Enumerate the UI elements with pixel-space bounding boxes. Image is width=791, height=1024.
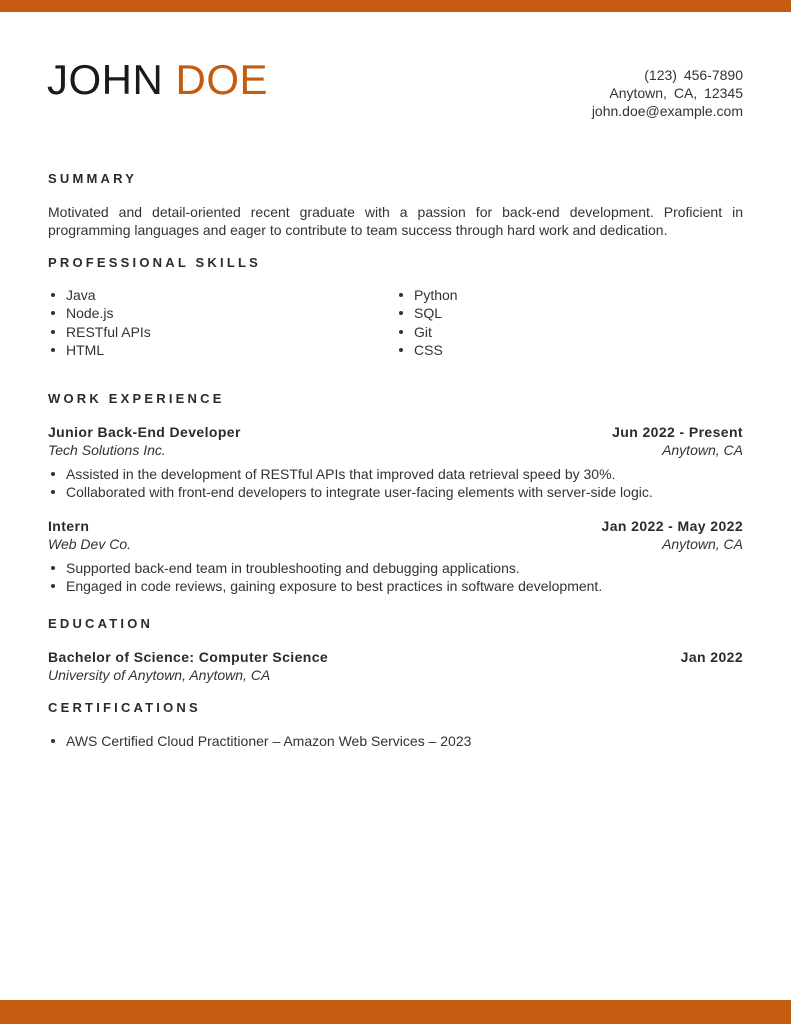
skill-item: Python: [396, 286, 458, 304]
list-item: Collaborated with front-end developers to integrate user-facing elements with server-side logic.: [48, 483, 653, 501]
skill-item: SQL: [396, 304, 458, 322]
list-item: Engaged in code reviews, gaining exposure to best practices in software development.: [48, 577, 602, 595]
email[interactable]: john.doe@example.com: [591, 103, 743, 119]
address: Anytown, CA, 12345: [609, 85, 743, 101]
school: University of Anytown, Anytown, CA: [48, 667, 271, 683]
skill-item: HTML: [48, 341, 151, 359]
job-title: Intern: [48, 518, 90, 534]
last-name: DOE: [175, 56, 269, 103]
skill-item: Java: [48, 286, 151, 304]
skills-list-right: [396, 286, 458, 359]
summary-heading: SUMMARY: [48, 171, 138, 186]
candidate-name: [47, 56, 268, 104]
skill-item: Node.js: [48, 304, 151, 322]
job-bullets: [48, 465, 653, 502]
job-company: Web Dev Co.: [48, 536, 131, 552]
list-item: Supported back-end team in troubleshooting and debugging applications.: [48, 559, 602, 577]
certifications-heading: CERTIFICATIONS: [48, 700, 201, 715]
list-item: AWS Certified Cloud Practitioner – Amazon Web Services – 2023: [48, 732, 471, 750]
bottom-accent-bar: [0, 1000, 791, 1024]
experience-heading: WORK EXPERIENCE: [48, 391, 225, 406]
job-location: Anytown, CA: [662, 536, 743, 552]
phone: (123) 456-7890: [644, 67, 743, 83]
top-accent-bar: [0, 0, 791, 12]
job-title: Junior Back-End Developer: [48, 424, 241, 440]
degree-date: Jan 2022: [680, 649, 743, 665]
skill-item: RESTful APIs: [48, 323, 151, 341]
skill-item: Git: [396, 323, 458, 341]
summary-text: Motivated and detail-oriented recent graduate with a passion for back-end development. Proficient in programming languages and eager to contribute to team success through hard work and dedication.: [48, 204, 743, 238]
job-dates: Jun 2022 - Present: [612, 424, 743, 440]
job-dates: Jan 2022 - May 2022: [601, 518, 743, 534]
job-company: Tech Solutions Inc.: [48, 442, 166, 458]
skill-item: CSS: [396, 341, 458, 359]
first-name: JOHN: [47, 56, 164, 103]
job-location: Anytown, CA: [662, 442, 743, 458]
degree: Bachelor of Science: Computer Science: [48, 649, 329, 665]
job-bullets: [48, 559, 602, 596]
skills-heading: PROFESSIONAL SKILLS: [48, 255, 261, 270]
certifications-list: [48, 732, 471, 750]
skills-list-left: [48, 286, 151, 359]
education-heading: EDUCATION: [48, 616, 154, 631]
contact-info: [592, 66, 743, 120]
list-item: Assisted in the development of RESTful APIs that improved data retrieval speed by 30%.: [48, 465, 653, 483]
